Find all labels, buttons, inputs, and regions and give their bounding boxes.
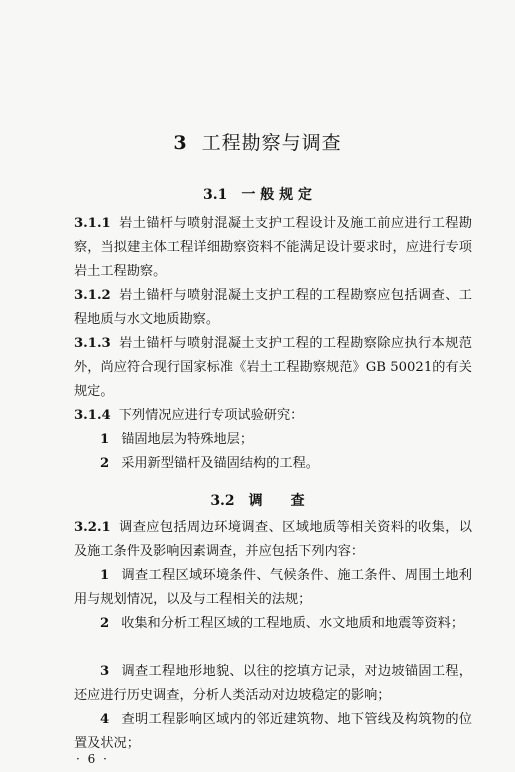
clause-number: 3.2.1 xyxy=(74,520,111,535)
section-title-text: 一 般 规 定 xyxy=(241,187,312,203)
item-number: 3 xyxy=(100,664,110,679)
list-item xyxy=(74,708,472,756)
item-number: 2 xyxy=(100,456,110,471)
clause-text: 下列情况应进行专项试验研究： xyxy=(118,408,304,423)
section-title-char: 调 xyxy=(248,493,263,509)
chapter-title xyxy=(0,128,515,155)
item-text: 查明工程影响区域内的邻近建筑物、地下管线及构筑物的位置及状况； xyxy=(74,712,472,751)
clause-number: 3.1.4 xyxy=(74,408,111,423)
item-text: 调查工程区域环境条件、气候条件、施工条件、周围土地利用与规划情况，以及与工程相关的法规； xyxy=(74,568,472,607)
list-item xyxy=(74,428,472,452)
clause-text: 调查应包括周边环境调查、区域地质等相关资料的收集，以及施工条件及影响因素调查，并应包括下列内容： xyxy=(74,520,472,559)
clause-3-1-3 xyxy=(74,332,472,404)
clause-3-1-1 xyxy=(74,212,472,284)
item-number: 2 xyxy=(100,616,110,631)
list-item xyxy=(74,564,472,612)
clause-3-1-4 xyxy=(74,404,472,428)
section-number: 3.2 xyxy=(210,493,235,509)
section-heading-3-1 xyxy=(0,184,515,204)
item-text: 收集和分析工程区域的工程地质、水文地质和地震等资料； xyxy=(121,616,465,631)
section-number: 3.1 xyxy=(203,187,228,203)
clause-text: 岩土锚杆与喷射混凝土支护工程的工程勘察应包括调查、工程地质与水文地质勘察。 xyxy=(74,288,472,327)
clause-3-2-1 xyxy=(74,516,472,564)
clause-number: 3.1.1 xyxy=(74,216,111,231)
list-item xyxy=(74,660,472,708)
page-number: · 6 · xyxy=(76,752,109,766)
clause-text: 岩土锚杆与喷射混凝土支护工程的工程勘察除应执行本规范外，尚应符合现行国家标准《岩土工程勘察规范》GB 50021的有关规定。 xyxy=(74,336,472,399)
list-item xyxy=(74,612,472,636)
item-text: 采用新型锚杆及锚固结构的工程。 xyxy=(121,456,319,471)
item-number: 4 xyxy=(100,712,110,727)
item-text: 调查工程地形地貌、以往的挖填方记录，对边坡锚固工程，还应进行历史调查，分析人类活动对边坡稳定的影响； xyxy=(74,664,472,703)
chapter-title-text: 工程勘察与调查 xyxy=(201,132,342,154)
clause-text: 岩土锚杆与喷射混凝土支护工程设计及施工前应进行工程勘察，当拟建主体工程详细勘察资料不能满足设计要求时，应进行专项岩土工程勘察。 xyxy=(74,216,472,279)
clause-3-1-2 xyxy=(74,284,472,332)
chapter-number: 3 xyxy=(173,132,188,154)
list-item xyxy=(74,452,472,476)
section-title-char: 查 xyxy=(290,493,305,509)
clause-number: 3.1.3 xyxy=(74,336,111,351)
item-number: 1 xyxy=(100,568,110,583)
section-heading-3-2 xyxy=(0,490,515,510)
item-text: 锚固地层为特殊地层； xyxy=(121,432,254,447)
item-number: 1 xyxy=(100,432,110,447)
clause-number: 3.1.2 xyxy=(74,288,111,303)
